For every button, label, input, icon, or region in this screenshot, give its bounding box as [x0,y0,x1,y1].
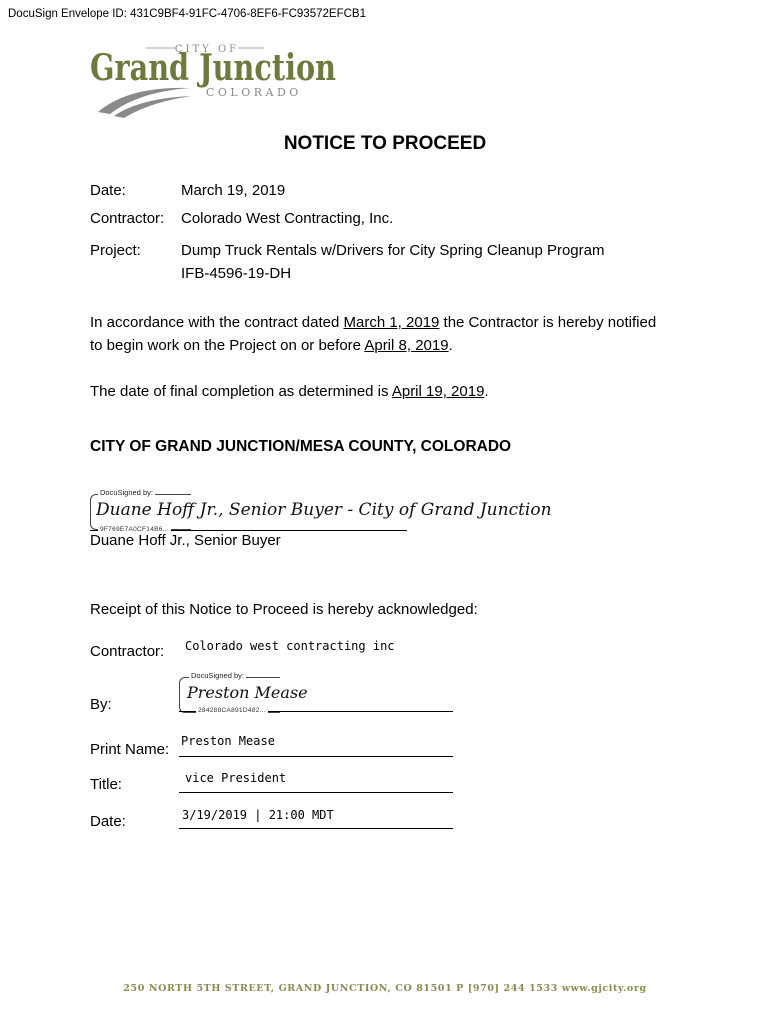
ack-date-value: 3/19/2019 | 21:00 MDT [182,808,334,822]
title-line [179,792,453,793]
page-title: NOTICE TO PROCEED [283,133,487,154]
ack-contractor-value: Colorado west contracting inc [185,639,395,653]
signature-id: 9F769E7A0CF14B6... [100,526,169,533]
notice-paragraph [90,311,710,357]
signature-id: 284288CA891D482... [198,707,266,714]
title-value: vice President [185,771,287,785]
print-name-value: Preston Mease [181,734,275,748]
contractor-signature: Preston Mease [187,683,308,702]
paragraph-text: The date of final completion as determined is [90,383,392,400]
contract-date: March 1, 2019 [343,314,440,331]
date-value: March 19, 2019 [181,182,286,199]
paragraph-text: the Contractor is hereby notified [439,314,657,331]
date-label: Date: [90,182,126,199]
contractor-label: Contractor: [90,210,165,227]
logo-colorado: C O L O R A D O [206,86,299,99]
logo-grand-junction: Grand Junction [90,47,336,89]
completion-date: April 19, 2019 [391,383,485,400]
title-label: Title: [90,776,122,793]
paragraph-text: to begin work on the Project on or before [90,337,365,354]
paragraph-text: In accordance with the contract dated [90,314,344,331]
logo-swoosh-outer [98,88,190,114]
print-name-line [179,756,453,757]
print-name-label: Print Name: [90,741,170,758]
begin-date: April 8, 2019 [364,337,449,354]
envelope-id: DocuSign Envelope ID: 431C9BF4-91FC-4706-8EF6-FC93572EFCB1 [8,8,366,20]
receipt-text: Receipt of this Notice to Proceed is hereby acknowledged: [90,601,478,618]
date-line [179,828,453,829]
footer-address: 250 NORTH 5TH STREET, GRAND JUNCTION, CO 81501 P [970] 244 1533 www.gjcity.org [123,983,647,994]
city-heading: CITY OF GRAND JUNCTION/MESA COUNTY, COLORADO [90,438,512,455]
project-name: Dump Truck Rentals w/Drivers for City Spring Cleanup Program [181,242,605,259]
by-label: By: [90,696,112,713]
paragraph-text: . [448,337,453,354]
docusigned-by-label: DocuSigned by: [100,488,153,497]
contractor-value: Colorado West Contracting, Inc. [181,210,394,227]
project-label: Project: [90,242,141,259]
ack-date-label: Date: [90,813,126,830]
paragraph-text: . [484,383,489,400]
completion-paragraph [90,380,710,403]
city-signature: Duane Hoff Jr., Senior Buyer - City of Grand Junction [96,500,552,520]
ack-contractor-label: Contractor: [90,643,165,660]
project-number: IFB-4596-19-DH [181,265,292,282]
logo-city-of: CITY OF [174,44,240,55]
signer-printed-name: Duane Hoff Jr., Senior Buyer [90,532,281,549]
city-logo [88,42,348,120]
docusigned-by-label: DocuSigned by: [191,671,244,680]
